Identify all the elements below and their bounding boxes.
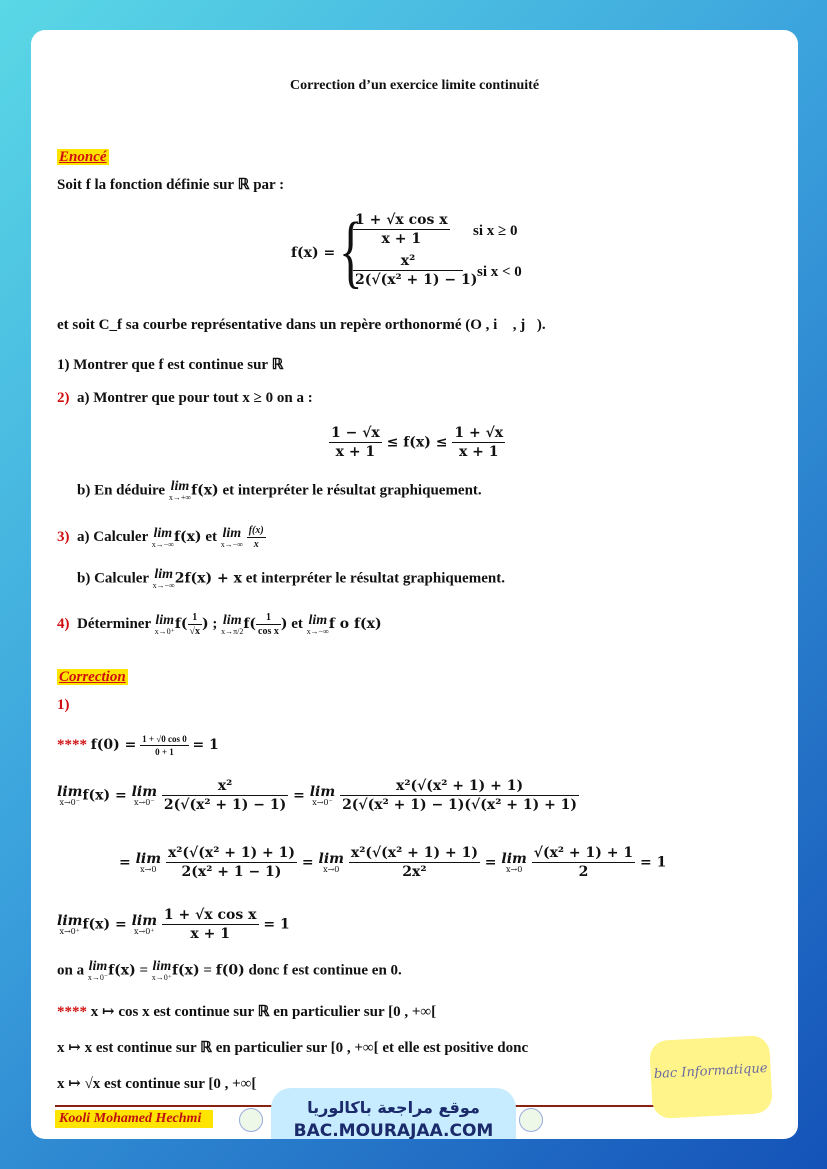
limit-line-3: lim x→0⁺ f(x) = lim x→0⁺ $\frac{\text{1 + √x cos x}}{x + 1}$ = 1 (57, 907, 290, 942)
f0-line: **** f(0) = $\frac{1 + √0 \cos 0}{0 + 1}$ = 1 (57, 734, 219, 757)
inequality: $\frac{1 - √x}{x + 1}$ ≤ f(x) ≤ $\frac{1 + √x}{x + 1}$ (331, 425, 504, 460)
enonce-heading: Enoncé (59, 149, 107, 165)
question-1: 1) Montrer que f est continue sur ℝ (57, 357, 284, 373)
continuity-at-0: on a lim x→0⁻ f(x) = lim x→0⁺ f(x) = f(0) donc f est continue en 0. (57, 959, 402, 982)
limit-line-1: lim x→0⁻ f(x) = lim x→0⁻ $\frac{\text{x²}}{\text{2(√(x² + 1) − 1)}}$ = lim x→0⁻ $\frac{\text{x²(√(x² + 1) + 1)}}{\text{2(√(x² + 1) − 1)(√(x² + 1) + 1)}}$ (57, 778, 578, 813)
sqrt-continuity: x ↦ √x est continue sur [0 , +∞[ (57, 1076, 257, 1092)
x-continuity: x ↦ x est continue sur ℝ en particulier sur [0 , +∞[ et elle est positive donc (57, 1040, 529, 1056)
cos-continuity: **** x ↦ cos x est continue sur ℝ en particulier sur [0 , +∞[ (57, 1004, 437, 1020)
case2-fraction: $\frac{\text{x²}}{\text{2(√(x² + 1) − 1)}}$ (355, 253, 478, 288)
mini-logo-icon (519, 1108, 543, 1132)
limit-line-2: = lim x→0 $\frac{\text{x²(√(x² + 1) + 1)}}{\text{2(x² + 1 − 1)}}$ = lim x→0 $\frac{\text{x²(√(x² + 1) + 1)}}{\text{2x²}}$ = lim x→0 $\frac{\text{√(x² + 1) + 1}}{2}$ = 1 (119, 845, 667, 880)
case2-condition: si x < 0 (477, 264, 522, 280)
question-4: 4) Déterminer lim x→0⁺ f( $\frac{1}{√x}$ ) ; lim x→π/2 f( $\frac{1}{\text{cos x}}$ ) et lim x→−∞ f o f(x) (57, 612, 382, 637)
bac-informatique-logo: bac Informatique (649, 1035, 773, 1119)
question-3b: b) Calculer lim x→−∞ 2f(x) + x et interpréter le résultat graphiquement. (77, 567, 505, 590)
courbe-text: et soit C_f sa courbe représentative dans un repère orthonormé (O , i⃗ , j⃗). (57, 317, 546, 333)
site-url[interactable]: BAC.MOURAJAA.COM (293, 1121, 494, 1139)
correction-heading: Correction (59, 669, 126, 685)
case1-condition: si x ≥ 0 (473, 223, 518, 239)
intro-text: Soit f la fonction définie sur ℝ par : (57, 177, 285, 193)
footer-author: Kooli Mohamed Hechmi (55, 1110, 213, 1128)
mini-logo-icon (239, 1108, 263, 1132)
def-lhs: f(x) = (291, 245, 336, 261)
site-arabic-name: موقع مراجعة باكالوريا (307, 1098, 480, 1117)
case1-fraction: $\frac{\text{1 + √x cos x}}{x + 1}$ (355, 212, 448, 247)
question-2b: b) En déduire lim x→+∞ f(x) et interpréter le résultat graphiquement. (77, 479, 482, 502)
page-title: Correction d’un exercice limite continuité (289, 78, 540, 93)
brace: { (339, 205, 363, 296)
correction-1: 1) (57, 697, 70, 713)
document-page (31, 30, 798, 1139)
site-badge[interactable] (271, 1088, 516, 1139)
question-2a: 2) a) Montrer que pour tout x ≥ 0 on a : (57, 390, 313, 406)
question-3a: 3) a) Calculer lim x→−∞ f(x) et lim x→−∞ $\frac{f(x)}{x}$ (57, 525, 264, 550)
